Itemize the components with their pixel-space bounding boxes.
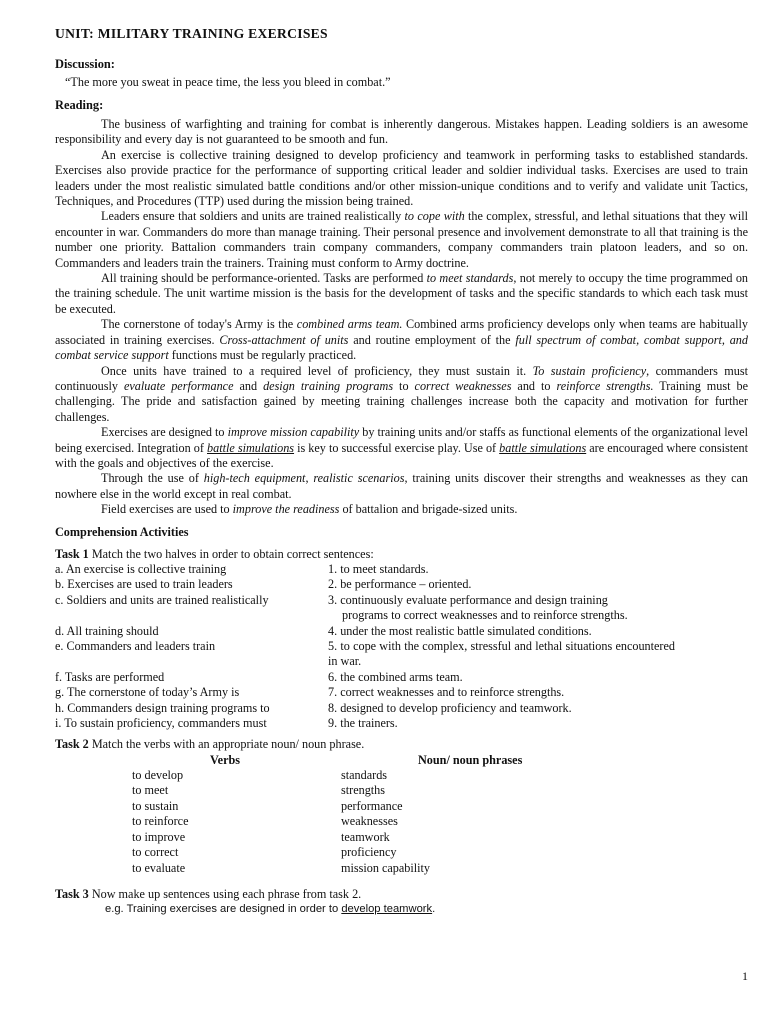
discussion-label: Discussion: [55, 57, 115, 71]
task-2-columns [55, 753, 748, 881]
table-row [55, 716, 675, 731]
discussion-quote: “The more you sweat in peace time, the less you bleed in combat.” [65, 75, 391, 89]
right-half-3: 3. continuously evaluate performance and design training programs to correct weaknesses and to reinforce strengths. [328, 592, 628, 623]
reading-paragraph-7: Exercises are designed to improve mission capability by training units and/or staffs as functional elements of the organizational level being exercised. Integration of battle simulations is key to successful exercise play. Use of battle simulations are encouraged where consistent with the goals and objectives of the exercise. [55, 425, 749, 470]
comprehension-heading: Comprehension Activities [55, 524, 189, 539]
verbs-header: Verbs [210, 752, 241, 767]
reading-paragraph-6: Once units have trained to a required level of proficiency, they must sustain it. To sustain proficiency, commanders must continuously evaluate performance and design training programs to correct weaknesses and to reinforce strengths. Training must be challenging. The pride and satisfaction gained by meeting training challenges increase both the capacity and motivation for further challenges. [55, 363, 748, 424]
document-page [55, 26, 748, 917]
reading-paragraph-3: Leaders ensure that soldiers and units are trained realistically to cope with the complex, stressful, and lethal situations that they will encounter in war. Commanders do more than manage training. Their personal presence and involvement demonstrate to all that training is the number one priority. Battalion commanders train company commanders, company commanders train platoon leaders, and so on. Commanders and leaders train the trainers. Training must conform to Army doctrine. [55, 209, 748, 270]
table-row [55, 639, 675, 670]
nouns-header: Noun/ noun phrases [418, 752, 523, 767]
reading-paragraph-8: Through the use of high-tech equipment, realistic scenarios, training units discover their strengths and weaknesses as they can nowhere else in the world except in real combat. [55, 471, 748, 501]
reading-label: Reading: [55, 98, 104, 112]
reading-paragraph-4: All training should be performance-oriented. Tasks are performed to meet standards, not merely to occupy the time programmed on the training schedule. The unit wartime mission is the basis for the development of tasks and the specific standards to which each task must be executed. [55, 271, 749, 316]
list-item: mission capability [341, 860, 431, 875]
right-half-6: 6. the combined arms team. [328, 669, 463, 684]
left-half-g: g. The cornerstone of today’s Army is [55, 685, 240, 700]
table-row [55, 577, 675, 592]
table-row [55, 701, 675, 716]
left-half-b: b. Exercises are used to train leaders [55, 577, 233, 592]
list-item: to correct [132, 845, 179, 860]
left-half-d: d. All training should [55, 623, 159, 638]
task-3-instruction: Task 3 Now make up sentences using each phrase from task 2. [55, 886, 362, 901]
table-row [55, 562, 675, 577]
unit-title: UNIT: MILITARY TRAINING EXERCISES [55, 26, 328, 41]
table-row [55, 624, 675, 639]
left-half-h: h. Commanders design training programs to [55, 700, 270, 715]
left-half-e: e. Commanders and leaders train [55, 639, 216, 653]
task-1-instruction: Task 1 Match the two halves in order to obtain correct sentences: [55, 546, 374, 561]
task-1-matching-table [55, 562, 675, 731]
reading-paragraph-2: An exercise is collective training designed to develop proficiency and teamwork in performing tasks to established standards. Exercises also provide practice for the performance of supporting critical leader and soldier individual tasks. Exercises are used to train leaders under the most realistic simulated battle conditions and/or other mission-unique conditions and to verify and validate unit Tactics, Techniques, and Procedures (TTP) used during the mission being trained. [55, 147, 748, 209]
verbs-list [132, 768, 189, 877]
table-row [55, 593, 675, 624]
list-item: standards [341, 767, 388, 782]
list-item: performance [341, 798, 403, 813]
right-half-4: 4. under the most realistic battle simulated conditions. [328, 623, 592, 638]
list-item: teamwork [341, 829, 390, 844]
right-half-2: 2. be performance – oriented. [328, 577, 472, 592]
list-item: to develop [132, 767, 184, 782]
page-number: 1 [742, 969, 748, 983]
list-item: to reinforce [132, 814, 189, 829]
left-half-c: c. Soldiers and units are trained realistically [55, 592, 269, 607]
left-half-a: a. An exercise is collective training [55, 561, 227, 576]
list-item: to improve [132, 829, 186, 844]
right-half-9: 9. the trainers. [328, 716, 398, 731]
list-item: strengths [341, 783, 386, 798]
table-row [55, 670, 675, 685]
list-item: proficiency [341, 845, 397, 860]
right-half-5: 5. to cope with the complex, stressful and lethal situations encountered in war. [328, 639, 675, 669]
reading-paragraph-1: The business of warfighting and training for combat is inherently dangerous. Mistakes happen. Leading soldiers is an awesome responsibility and every day is not guaranteed to be smooth and fun. [55, 117, 748, 147]
list-item: to evaluate [132, 860, 186, 875]
task-2-instruction: Task 2 Match the verbs with an appropriate noun/ noun phrase. [55, 737, 365, 752]
right-half-8: 8. designed to develop proficiency and teamwork. [328, 700, 572, 715]
list-item: to meet [132, 783, 169, 798]
list-item: to sustain [132, 798, 179, 813]
left-half-i: i. To sustain proficiency, commanders must [55, 716, 267, 731]
table-row [55, 685, 675, 700]
nouns-list [341, 768, 430, 877]
left-half-f: f. Tasks are performed [55, 669, 165, 684]
reading-paragraph-9: Field exercises are used to improve the readiness of battalion and brigade-sized units. [101, 502, 518, 517]
right-half-7: 7. correct weaknesses and to reinforce strengths. [328, 685, 565, 700]
right-half-1: 1. to meet standards. [328, 561, 429, 576]
task-3-example: e.g. Training exercises are designed in order to develop teamwork. [105, 903, 436, 916]
reading-paragraph-5: The cornerstone of today's Army is the combined arms team. Combined arms proficiency develops only when teams are habitually associated in training exercises. Cross-attachment of units and routine employment of the full spectrum of combat, combat support, and combat service support functions must be regularly practiced. [55, 317, 749, 363]
list-item: weaknesses [341, 814, 398, 829]
